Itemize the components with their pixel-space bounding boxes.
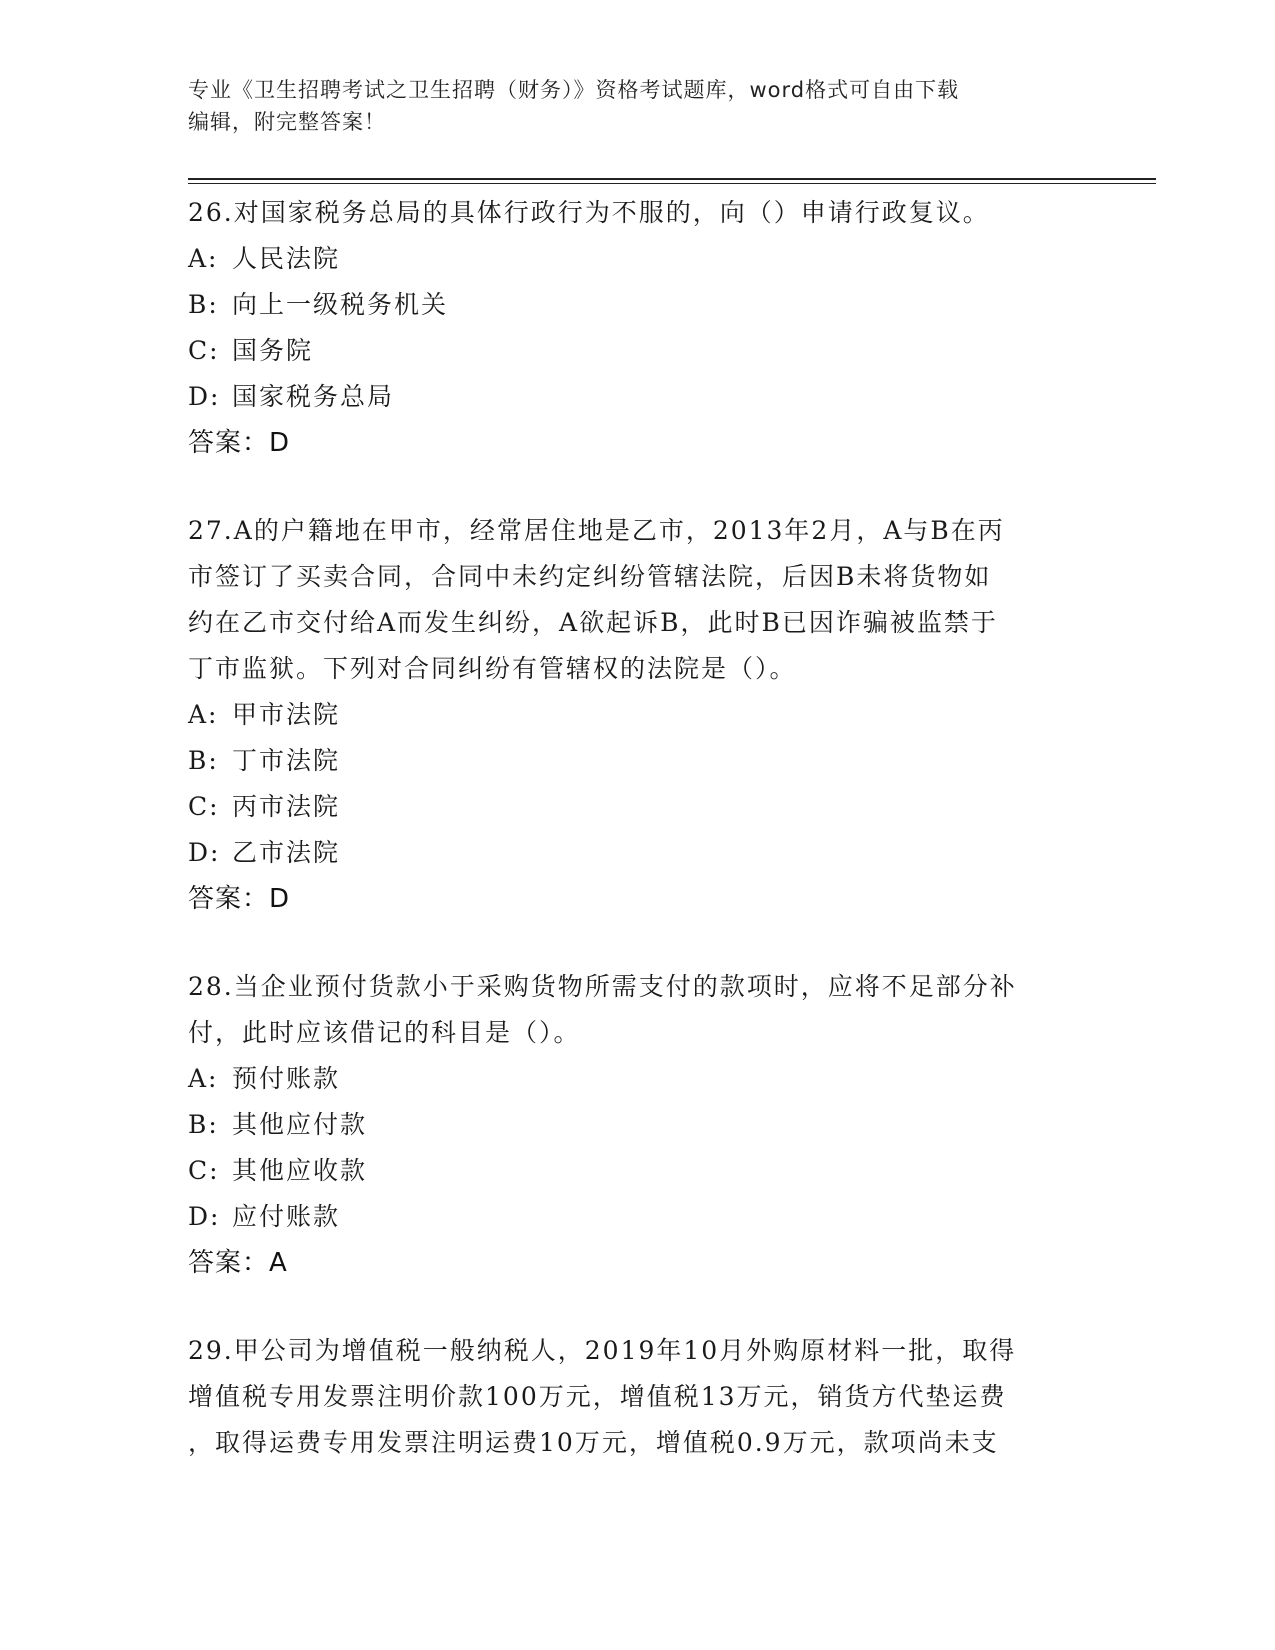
option-b	[188, 1102, 1088, 1148]
question-text-line: 27.A的户籍地在甲市，经常居住地是乙市，2013年2月，A与B在丙	[188, 516, 1005, 545]
question-text-line: ，取得运费专用发票注明运费10万元，增值税0.9万元，款项尚未支	[188, 1428, 999, 1457]
header-line-1: 专业《卫生招聘考试之卫生招聘（财务）》资格考试题库，word格式可自由下载	[188, 78, 960, 102]
option-c	[188, 328, 1088, 374]
question-28	[188, 964, 1088, 1286]
option-label: C:	[188, 336, 220, 365]
option-text: 丁市法院	[232, 746, 341, 775]
option-text: 其他应收款	[232, 1156, 368, 1185]
question-spacer	[188, 466, 1088, 508]
option-label: A:	[188, 244, 219, 273]
option-text: 预付账款	[232, 1064, 341, 1093]
question-29	[188, 1328, 1088, 1466]
option-label: B:	[188, 746, 219, 775]
question-27	[188, 508, 1088, 922]
option-d	[188, 830, 1088, 876]
question-spacer	[188, 1286, 1088, 1328]
option-text: 甲市法院	[232, 700, 341, 729]
option-b	[188, 738, 1088, 784]
option-label: B:	[188, 1110, 219, 1139]
question-26	[188, 190, 1088, 466]
question-text-line: 增值税专用发票注明价款100万元，增值税13万元，销货方代垫运费	[188, 1382, 1007, 1411]
option-d	[188, 374, 1088, 420]
question-spacer	[188, 922, 1088, 964]
question-text-line: 约在乙市交付给A而发生纠纷，A欲起诉B，此时B已因诈骗被监禁于	[188, 608, 998, 637]
option-label: D:	[188, 1202, 221, 1231]
header-divider-thin	[188, 183, 1156, 184]
option-d	[188, 1194, 1088, 1240]
document-header	[188, 74, 1088, 138]
option-text: 向上一级税务机关	[232, 290, 449, 319]
option-text: 乙市法院	[232, 838, 341, 867]
option-text: 其他应付款	[232, 1110, 368, 1139]
option-label: D:	[188, 382, 221, 411]
option-label: B:	[188, 290, 219, 319]
question-text-line: 丁市监狱。下列对合同纠纷有管辖权的法院是（）。	[188, 654, 797, 683]
option-label: D:	[188, 838, 221, 867]
option-label: A:	[188, 1064, 219, 1093]
answer-line: 答案：A	[188, 1248, 288, 1278]
option-b	[188, 282, 1088, 328]
question-text-line: 市签订了买卖合同，合同中未约定纠纷管辖法院，后因B未将货物如	[188, 562, 992, 591]
option-a	[188, 1056, 1088, 1102]
option-text: 应付账款	[232, 1202, 341, 1231]
option-label: A:	[188, 700, 219, 729]
header-divider-thick	[188, 178, 1156, 180]
option-c	[188, 784, 1088, 830]
question-list	[188, 190, 1088, 1466]
question-text-line: 29.甲公司为增值税一般纳税人，2019年10月外购原材料一批，取得	[188, 1336, 1017, 1365]
option-text: 国务院	[232, 336, 314, 365]
option-text: 国家税务总局	[232, 382, 395, 411]
question-text-line: 26.对国家税务总局的具体行政行为不服的，向（）申请行政复议。	[188, 198, 990, 227]
option-text: 人民法院	[232, 244, 341, 273]
option-c	[188, 1148, 1088, 1194]
answer-line: 答案：D	[188, 884, 291, 914]
question-text-line: 28.当企业预付货款小于采购货物所需支付的款项时，应将不足部分补	[188, 972, 1017, 1001]
option-a	[188, 236, 1088, 282]
answer-line: 答案：D	[188, 428, 291, 458]
option-label: C:	[188, 1156, 220, 1185]
option-text: 丙市法院	[232, 792, 341, 821]
header-line-2: 编辑，附完整答案！	[188, 110, 386, 134]
option-a	[188, 692, 1088, 738]
option-label: C:	[188, 792, 220, 821]
question-text-line: 付，此时应该借记的科目是（）。	[188, 1018, 581, 1047]
